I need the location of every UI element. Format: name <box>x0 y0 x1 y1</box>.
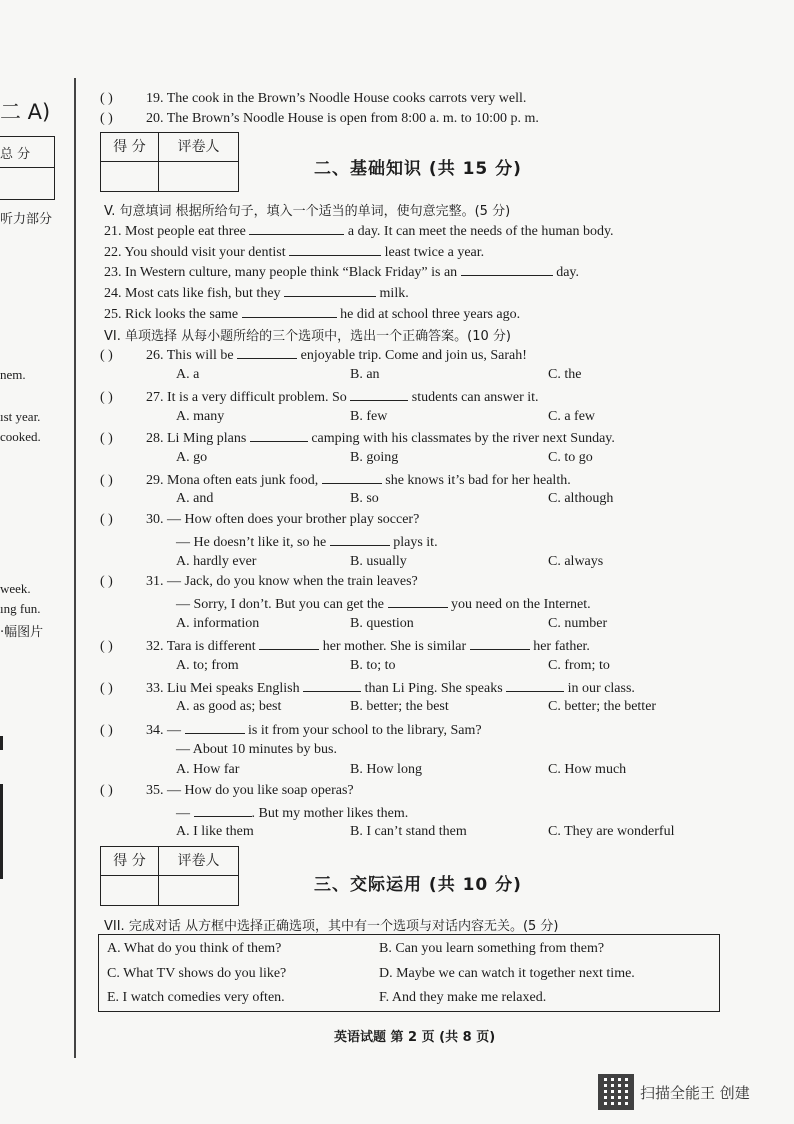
question-text: 35. — How do you like soap operas? <box>146 783 354 798</box>
mc-question <box>100 678 635 698</box>
mc-question-line2 <box>176 532 438 552</box>
question-text: 25. Rick looks the same <box>104 307 239 322</box>
answer-blank[interactable] <box>506 678 564 692</box>
list-item <box>100 110 539 128</box>
option-a[interactable]: A. to; from <box>176 658 239 673</box>
option-a[interactable]: A. hardly ever <box>176 554 257 569</box>
question-text: you need on the Internet. <box>451 597 591 612</box>
answer-paren[interactable]: ( ) <box>100 431 113 446</box>
section-heading: 三、交际运用 (共 10 分) <box>314 875 522 895</box>
question-text: — <box>176 806 190 821</box>
option-c[interactable]: C. number <box>548 616 608 631</box>
answer-blank[interactable] <box>470 636 530 650</box>
answer-paren[interactable]: ( ) <box>100 723 113 738</box>
question-text: a day. It can meet the needs of the human body. <box>347 224 614 239</box>
answer-blank[interactable] <box>249 221 344 235</box>
option-b[interactable]: B. going <box>350 450 399 465</box>
question-text: — Sorry, I don’t. But you can get the <box>176 597 385 612</box>
answer-blank[interactable] <box>250 428 308 442</box>
option-c[interactable]: C. from; to <box>548 658 610 673</box>
qr-code-icon <box>598 1074 634 1110</box>
margin-divider-line <box>74 78 76 1058</box>
question-text: — He doesn’t like it, so he <box>176 535 327 550</box>
option-b[interactable]: B. so <box>350 491 379 506</box>
option-b[interactable]: B. question <box>350 616 414 631</box>
option-c[interactable]: C. a few <box>548 409 596 424</box>
answer-paren[interactable]: ( ) <box>100 574 113 589</box>
answer-blank[interactable] <box>259 636 319 650</box>
mc-question <box>100 720 482 740</box>
question-text: camping with his classmates by the river next Sunday. <box>311 431 615 446</box>
answer-blank[interactable] <box>303 678 361 692</box>
option-a[interactable]: A. information <box>176 616 260 631</box>
answer-blank[interactable] <box>237 345 297 359</box>
mc-question <box>100 573 418 591</box>
answer-paren[interactable]: ( ) <box>100 681 113 696</box>
question-text: 30. — How often does your brother play soccer? <box>146 512 420 527</box>
margin-fragment: ıst year. <box>0 409 41 424</box>
option-b[interactable]: B. better; the best <box>350 699 449 714</box>
score-header: 得 分 <box>101 133 159 162</box>
list-item <box>100 90 526 108</box>
option-c[interactable]: C. How much <box>548 762 627 777</box>
question-text: 27. It is a very difficult problem. So <box>146 390 347 405</box>
question-text: he did at school three years ago. <box>340 307 521 322</box>
answer-paren[interactable]: ( ) <box>100 91 113 106</box>
option-a[interactable]: A. I like them <box>176 824 254 839</box>
question-text: least twice a year. <box>384 245 485 260</box>
score-header: 得 分 <box>101 847 159 876</box>
scanner-watermark: 扫描全能王 创建 <box>640 1084 750 1102</box>
question-text: 26. This will be <box>146 348 234 363</box>
question-text: 34. — <box>146 723 181 738</box>
dialogue-option[interactable]: B. Can you learn something from them? <box>379 941 605 956</box>
answer-blank[interactable] <box>461 262 553 276</box>
question-text: 28. Li Ming plans <box>146 431 247 446</box>
option-b[interactable]: B. usually <box>350 554 407 569</box>
item-text: 19. The cook in the Brown’s Noodle House cooks carrots very well. <box>146 91 527 106</box>
answer-blank[interactable] <box>289 242 381 256</box>
option-c[interactable]: C. better; the better <box>548 699 657 714</box>
option-c[interactable]: C. to go <box>548 450 593 465</box>
question-text: 32. Tara is different <box>146 639 256 654</box>
mc-question <box>100 636 590 656</box>
question-text: 24. Most cats like fish, but they <box>104 286 281 301</box>
answer-blank[interactable] <box>242 304 337 318</box>
margin-fragment: nem. <box>0 367 26 382</box>
answer-blank[interactable] <box>330 532 390 546</box>
mc-question <box>100 428 615 448</box>
page-footer: 英语试题 第 2 页 (共 8 页) <box>334 1030 496 1045</box>
question-text: enjoyable trip. Come and join us, Sarah! <box>300 348 527 363</box>
question-text: in our class. <box>567 681 635 696</box>
option-b[interactable]: B. to; to <box>350 658 396 673</box>
dialogue-option[interactable]: C. What TV shows do you like? <box>107 966 287 981</box>
answer-paren[interactable]: ( ) <box>100 348 113 363</box>
option-b[interactable]: B. an <box>350 367 380 382</box>
option-a[interactable]: A. and <box>176 491 214 506</box>
dialogue-option[interactable]: E. I watch comedies very often. <box>107 990 285 1005</box>
option-c[interactable]: C. although <box>548 491 614 506</box>
option-b[interactable]: B. few <box>350 409 388 424</box>
margin-score-label: 总 分 <box>0 147 31 162</box>
answer-paren[interactable]: ( ) <box>100 111 113 126</box>
question-text: she knows it’s bad for her health. <box>385 473 571 488</box>
question-text: day. <box>556 265 579 280</box>
question-text: 23. In Western culture, many people think “Black Friday” is an <box>104 265 458 280</box>
mc-question-line2: — About 10 minutes by bus. <box>176 742 338 757</box>
option-c[interactable]: C. the <box>548 367 582 382</box>
question-text: milk. <box>379 286 409 301</box>
mc-question-line2 <box>176 594 591 614</box>
fill-question <box>104 221 614 241</box>
grader-header: 评卷人 <box>159 847 238 876</box>
answer-paren[interactable]: ( ) <box>100 783 113 798</box>
option-c[interactable]: C. They are wonderful <box>548 824 675 839</box>
margin-fragment: cooked. <box>0 429 41 444</box>
dialogue-option[interactable]: D. Maybe we can watch it together next time. <box>379 966 635 981</box>
question-text: 31. — Jack, do you know when the train leaves? <box>146 574 418 589</box>
margin-listening-label: 听力部分 <box>0 212 53 227</box>
margin-fragment: ·幅图片 <box>0 625 44 640</box>
answer-paren[interactable]: ( ) <box>100 390 113 405</box>
part-title: V. 句意填词 根据所给句子，填入一个适当的单词，使句意完整。(5 分) <box>104 204 511 219</box>
section-heading: 二、基础知识 (共 15 分) <box>314 159 522 179</box>
question-text: her mother. She is similar <box>322 639 467 654</box>
question-text: 22. You should visit your dentist <box>104 245 286 260</box>
margin-edge-mark <box>0 736 3 750</box>
question-text: students can answer it. <box>411 390 539 405</box>
mc-question <box>100 470 571 490</box>
answer-blank[interactable] <box>322 470 382 484</box>
question-text: . But my mother likes them. <box>251 806 409 821</box>
option-b[interactable]: B. I can’t stand them <box>350 824 467 839</box>
fill-question <box>104 242 484 262</box>
question-text: 29. Mona often eats junk food, <box>146 473 319 488</box>
answer-blank[interactable] <box>388 594 448 608</box>
fill-question <box>104 304 520 324</box>
question-text: 21. Most people eat three <box>104 224 246 239</box>
question-text: is it from your school to the library, Sam? <box>248 723 482 738</box>
question-text: plays it. <box>393 535 438 550</box>
option-a[interactable]: A. as good as; best <box>176 699 282 714</box>
margin-score-box <box>0 136 55 200</box>
grader-header: 评卷人 <box>159 133 238 162</box>
score-cell[interactable] <box>101 162 159 191</box>
mc-question <box>100 511 419 529</box>
margin-score-divider <box>0 167 54 168</box>
mc-question <box>100 387 539 407</box>
item-text: 20. The Brown’s Noodle House is open from 8:00 a. m. to 10:00 p. m. <box>146 111 539 126</box>
score-table <box>100 846 239 906</box>
margin-fragment: ıng fun. <box>0 601 41 616</box>
margin-top-label: 二 A) <box>0 100 51 124</box>
fill-question <box>104 283 409 303</box>
margin-edge-mark <box>0 784 3 879</box>
question-text: 33. Liu Mei speaks English <box>146 681 300 696</box>
dialogue-option[interactable]: F. And they make me relaxed. <box>379 990 547 1005</box>
option-a[interactable]: A. go <box>176 450 208 465</box>
part-title: VII. 完成对话 从方框中选择正确选项，其中有一个选项与对话内容无关。(5 分) <box>104 919 559 934</box>
score-cell[interactable] <box>101 876 159 905</box>
options-box <box>98 934 720 1012</box>
option-a[interactable]: A. How far <box>176 762 240 777</box>
mc-question-line2 <box>176 803 408 823</box>
dialogue-option[interactable]: A. What do you think of them? <box>107 941 282 956</box>
part-title: VI. 单项选择 从每小题所给的三个选项中，选出一个正确答案。(10 分) <box>104 329 511 344</box>
option-b[interactable]: B. How long <box>350 762 422 777</box>
answer-blank[interactable] <box>284 283 376 297</box>
answer-blank[interactable] <box>350 387 408 401</box>
answer-blank[interactable] <box>185 720 245 734</box>
question-text: than Li Ping. She speaks <box>364 681 503 696</box>
option-a[interactable]: A. many <box>176 409 225 424</box>
question-text: her father. <box>533 639 590 654</box>
answer-paren[interactable]: ( ) <box>100 639 113 654</box>
option-c[interactable]: C. always <box>548 554 604 569</box>
mc-question <box>100 345 527 365</box>
margin-fragment: week. <box>0 581 31 596</box>
answer-paren[interactable]: ( ) <box>100 473 113 488</box>
option-a[interactable]: A. a <box>176 367 200 382</box>
mc-question <box>100 782 354 800</box>
fill-question <box>104 262 579 282</box>
score-table <box>100 132 239 192</box>
answer-blank[interactable] <box>194 803 252 817</box>
answer-paren[interactable]: ( ) <box>100 512 113 527</box>
